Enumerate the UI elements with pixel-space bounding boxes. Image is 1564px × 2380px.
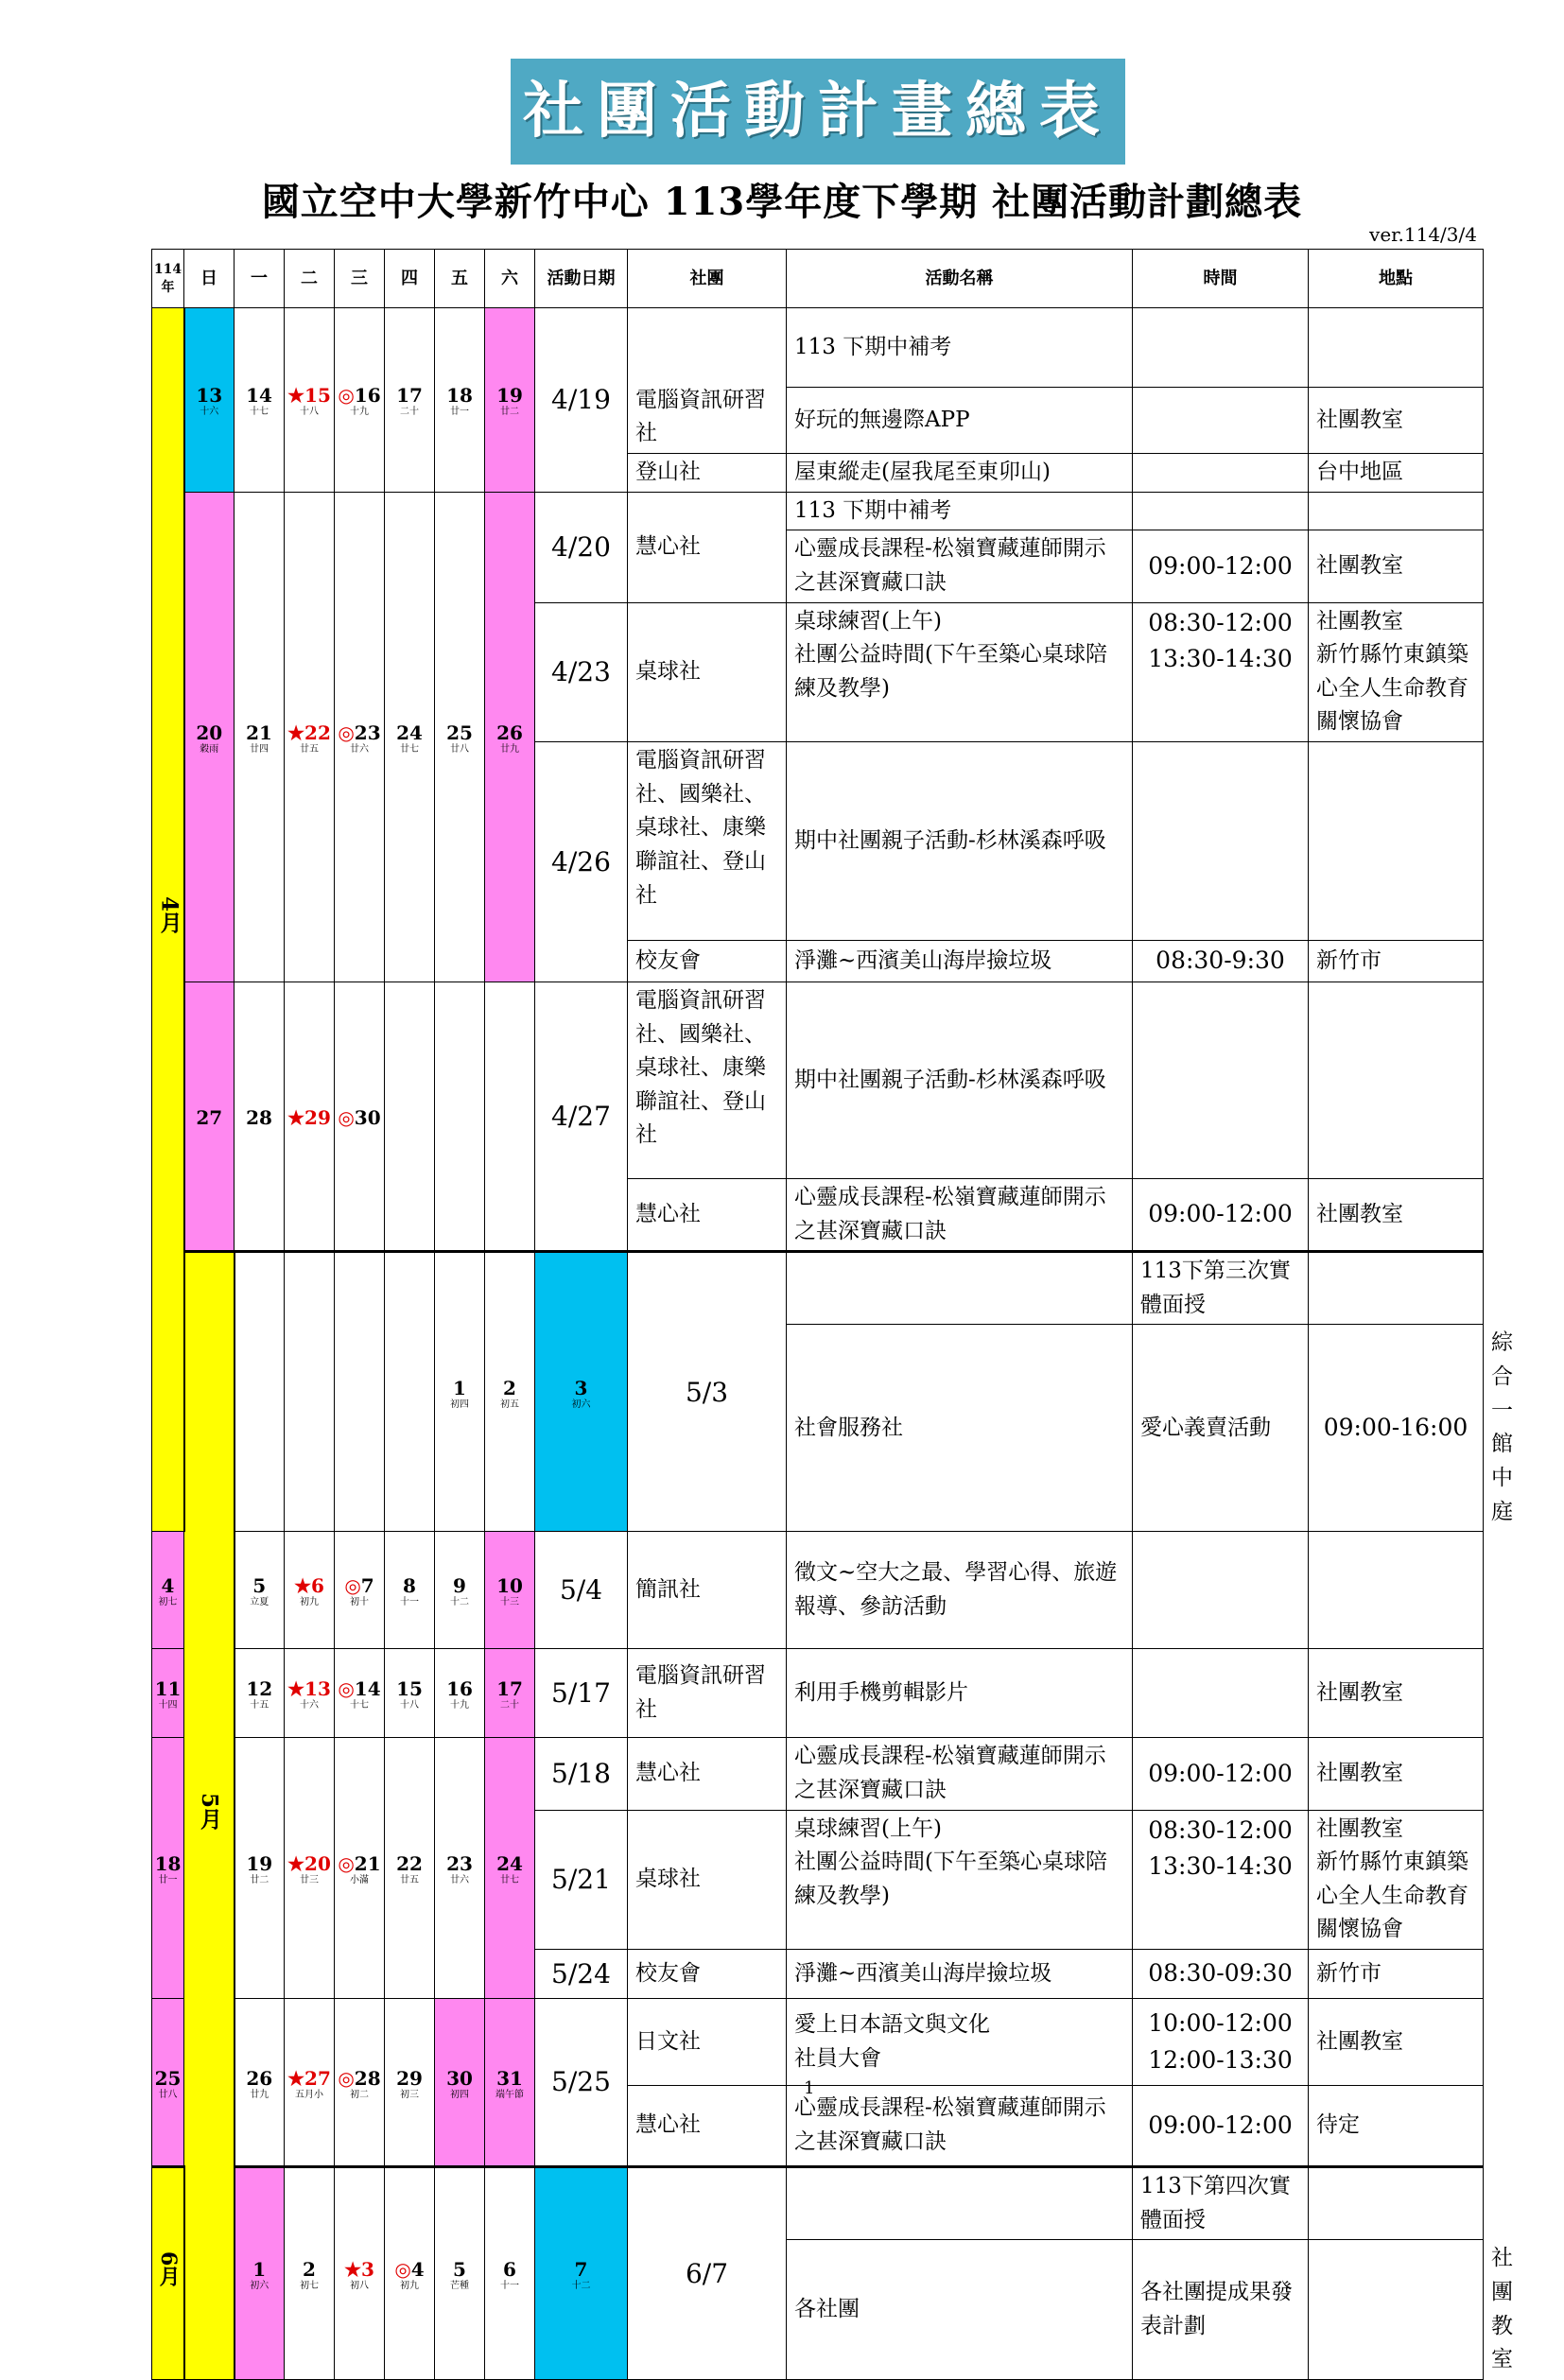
month-june: 6月 [152, 2167, 184, 2380]
calendar-day: 8 十一 [385, 1532, 435, 1649]
event-activity: 愛上日本語文與文化 社員大會 [787, 1999, 1133, 2086]
event-club: 慧心社 [628, 1738, 787, 1810]
header-wed: 三 [335, 250, 385, 308]
event-date: 4/19 [535, 308, 628, 493]
calendar-day: 31 端午節 [485, 1999, 535, 2167]
event-date: 6/7 [628, 2167, 787, 2380]
page-number: 1 [804, 2078, 815, 2098]
table-header [152, 250, 1484, 308]
event-place: 台中地區 [1309, 454, 1484, 493]
event-place: 社團教室 [1309, 1738, 1484, 1810]
event-club: 各社團 [787, 2240, 1133, 2380]
event-time: 09:00-16:00 [1309, 1325, 1484, 1532]
calendar-day: ◎4 初九 [385, 2167, 435, 2380]
event-time [1309, 2240, 1484, 2380]
event-date: 5/4 [535, 1532, 628, 1649]
calendar-day: 29 初三 [385, 1999, 435, 2167]
calendar-day: 11 十四 [152, 1649, 184, 1738]
event-place [1309, 308, 1484, 388]
table-row [152, 982, 1484, 1178]
header-activity: 活動名稱 [787, 250, 1133, 308]
calendar-day: 9 十二 [435, 1532, 485, 1649]
event-club: 社會服務社 [787, 1325, 1133, 1532]
table-row [152, 492, 1484, 530]
table-row: 各社團 各社團提成果發表計劃 社團教室 [152, 2240, 1484, 2380]
event-club: 慧心社 [628, 1178, 787, 1251]
event-activity: 桌球練習(上午) 社團公益時間(下午至築心桌球陪練及教學) [787, 602, 1133, 742]
event-activity: 桌球練習(上午) 社團公益時間(下午至築心桌球陪練及教學) [787, 1810, 1133, 1950]
event-time: 09:00-12:00 [1133, 2086, 1309, 2167]
version-label: ver.114/3/4 [1369, 223, 1477, 246]
event-club: 簡訊社 [628, 1532, 787, 1649]
event-activity: 心靈成長課程-松嶺寶藏蓮師開示之甚深寶藏口訣 [787, 1738, 1133, 1810]
event-time [1309, 1252, 1484, 1325]
header-tue: 二 [285, 250, 335, 308]
event-place [1309, 742, 1484, 941]
event-club [787, 2167, 1133, 2240]
event-time [1309, 2167, 1484, 2240]
event-time: 09:00-12:00 [1133, 530, 1309, 602]
header-sat: 六 [485, 250, 535, 308]
header-year: 114年 [152, 250, 184, 308]
event-time: 08:30-09:30 [1133, 1950, 1309, 1999]
calendar-day [385, 982, 435, 1251]
calendar-day: 16 十九 [435, 1649, 485, 1738]
event-date: 5/18 [535, 1738, 628, 1810]
calendar-day: 7 十二 [535, 2167, 628, 2380]
calendar-day: 1 初六 [235, 2167, 285, 2380]
event-place: 新竹市 [1309, 941, 1484, 982]
month-may: 5月 [184, 1252, 235, 2380]
calendar-day: ★6 初九 [285, 1532, 335, 1649]
table-row: 社會服務社 愛心義賣活動 09:00-16:00 綜合一館中庭 [152, 1325, 1484, 1532]
calendar-day: ◎28 初二 [335, 1999, 385, 2167]
event-date: 4/23 [535, 602, 628, 742]
calendar-day: 2 初五 [485, 1252, 535, 1532]
calendar-day: ◎21 小滿 [335, 1738, 385, 1999]
event-date: 5/21 [535, 1810, 628, 1950]
calendar-day: 19 廿二 [485, 308, 535, 493]
activity-calendar-table [151, 249, 1513, 2380]
event-time: 08:30-9:30 [1133, 941, 1309, 982]
calendar-day [385, 1252, 435, 1532]
event-time: 09:00-12:00 [1133, 1738, 1309, 1810]
event-club: 日文社 [628, 1999, 787, 2086]
event-club: 校友會 [628, 1950, 787, 1999]
event-activity: 113下第四次實體面授 [1133, 2167, 1309, 2240]
event-time [1133, 1649, 1309, 1738]
calendar-day: 23 廿六 [435, 1738, 485, 1999]
header-sun: 日 [184, 250, 235, 308]
header-club: 社團 [628, 250, 787, 308]
event-time [1133, 454, 1309, 493]
event-activity: 徵文~空大之最、學習心得、旅遊報導、參訪活動 [787, 1532, 1133, 1649]
event-activity: 各社團提成果發表計劃 [1133, 2240, 1309, 2380]
calendar-day: ★20 廿三 [285, 1738, 335, 1999]
event-activity: 心靈成長課程-松嶺寶藏蓮師開示之甚深寶藏口訣 [787, 1178, 1133, 1251]
event-activity: 期中社團親子活動-杉林溪森呼吸 [787, 982, 1133, 1178]
calendar-day: 24 廿七 [485, 1738, 535, 1999]
calendar-day: 4 初七 [152, 1532, 184, 1649]
event-date: 5/24 [535, 1950, 628, 1999]
event-time [1133, 742, 1309, 941]
event-place [1309, 1532, 1484, 1649]
calendar-day [285, 1252, 335, 1532]
calendar-day: 22 廿五 [385, 1738, 435, 1999]
calendar-day: ★27 五月小 [285, 1999, 335, 2167]
event-club: 桌球社 [628, 602, 787, 742]
calendar-day: 24 廿七 [385, 492, 435, 982]
event-club: 慧心社 [628, 492, 787, 602]
header-mon: 一 [235, 250, 285, 308]
event-place: 社團教室 [1309, 530, 1484, 602]
event-date: 4/20 [535, 492, 628, 602]
event-place: 新竹市 [1309, 1950, 1484, 1999]
header-place: 地點 [1309, 250, 1484, 308]
calendar-day: 12 十五 [235, 1649, 285, 1738]
event-place: 社團教室 [1309, 1178, 1484, 1251]
event-club: 電腦資訊研習社 [628, 308, 787, 454]
calendar-day: ★22 廿五 [285, 492, 335, 982]
event-date: 5/17 [535, 1649, 628, 1738]
calendar-day: 30 初四 [435, 1999, 485, 2167]
event-activity: 屋東縱走(屋我尾至東卯山) [787, 454, 1133, 493]
event-time: 08:30-12:00 13:30-14:30 [1133, 602, 1309, 742]
calendar-day: ★29 [285, 982, 335, 1251]
page-title: 國立空中大學新竹中心 113學年度下學期 社團活動計劃總表 [261, 180, 1303, 224]
header-time: 時間 [1133, 250, 1309, 308]
table-row [152, 2167, 1484, 2240]
event-date: 5/3 [628, 1252, 787, 1532]
event-activity: 期中社團親子活動-杉林溪森呼吸 [787, 742, 1133, 941]
event-activity: 好玩的無邊際APP [787, 388, 1133, 454]
event-club: 電腦資訊研習社、國樂社、桌球社、康樂聯誼社、登山社 [628, 742, 787, 941]
event-club: 登山社 [628, 454, 787, 493]
calendar-day [235, 1252, 285, 1532]
event-activity: 愛心義賣活動 [1133, 1325, 1309, 1532]
banner-title: 社團活動計畫總表 [511, 59, 1125, 165]
calendar-day: 17 二十 [485, 1649, 535, 1738]
event-activity: 心靈成長課程-松嶺寶藏蓮師開示之甚深寶藏口訣 [787, 530, 1133, 602]
calendar-day: 28 [235, 982, 285, 1251]
event-time [1133, 1532, 1309, 1649]
calendar-day: ★13 十六 [285, 1649, 335, 1738]
table-row [152, 1999, 1484, 2086]
event-place: 社團教室 新竹縣竹東鎮築心全人生命教育關懷協會 [1309, 1810, 1484, 1950]
calendar-day: 27 [184, 982, 235, 1251]
header-fri: 五 [435, 250, 485, 308]
calendar-day: 21 廿四 [235, 492, 285, 982]
event-time [1133, 388, 1309, 454]
calendar-day: 17 二十 [385, 308, 435, 493]
calendar-day: 6 十一 [485, 2167, 535, 2380]
calendar-day: ◎23 廿六 [335, 492, 385, 982]
event-place: 社團教室 [1309, 388, 1484, 454]
event-time [1133, 982, 1309, 1178]
event-place: 社團教室 新竹縣竹東鎮築心全人生命教育關懷協會 [1309, 602, 1484, 742]
month-april: 4月 [152, 308, 184, 1532]
event-place [1309, 982, 1484, 1178]
calendar-day: 18 廿一 [152, 1738, 184, 1999]
table-row [152, 1738, 1484, 1810]
calendar-day: 25 廿八 [435, 492, 485, 982]
calendar-day: 14 十七 [235, 308, 285, 493]
calendar-day: 5 立夏 [235, 1532, 285, 1649]
calendar-day: 20 穀雨 [184, 492, 235, 982]
event-time: 10:00-12:00 12:00-13:30 [1133, 1999, 1309, 2086]
event-time [1133, 308, 1309, 388]
calendar-day: ◎7 初十 [335, 1532, 385, 1649]
event-activity: 113 下期中補考 [787, 492, 1133, 530]
event-activity: 淨灘~西濱美山海岸撿垃圾 [787, 941, 1133, 982]
table-row [152, 1532, 1484, 1649]
calendar-day: 1 初四 [435, 1252, 485, 1532]
calendar-day: 26 廿九 [485, 492, 535, 982]
calendar-day: ★15 十八 [285, 308, 335, 493]
event-club: 校友會 [628, 941, 787, 982]
event-activity: 113下第三次實體面授 [1133, 1252, 1309, 1325]
event-activity: 心靈成長課程-松嶺寶藏蓮師開示之甚深寶藏口訣 [787, 2086, 1133, 2167]
event-club: 慧心社 [628, 2086, 787, 2167]
calendar-day: ★3 初八 [335, 2167, 385, 2380]
event-date: 5/25 [535, 1999, 628, 2167]
table-row [152, 1252, 1484, 1325]
event-club [787, 1252, 1133, 1325]
calendar-day: 13 十六 [184, 308, 235, 493]
calendar-day: 3 初六 [535, 1252, 628, 1532]
table-row [152, 1649, 1484, 1738]
calendar-day [485, 982, 535, 1251]
header-date: 活動日期 [535, 250, 628, 308]
header-thu: 四 [385, 250, 435, 308]
calendar-day: ◎30 [335, 982, 385, 1251]
table-row [152, 308, 1484, 388]
event-club: 電腦資訊研習社 [628, 1649, 787, 1738]
calendar-day [435, 982, 485, 1251]
event-place [1309, 492, 1484, 530]
calendar-day: 25 廿八 [152, 1999, 184, 2167]
event-time [1133, 492, 1309, 530]
event-activity: 113 下期中補考 [787, 308, 1133, 388]
event-time: 08:30-12:00 13:30-14:30 [1133, 1810, 1309, 1950]
calendar-day: 10 十三 [485, 1532, 535, 1649]
event-club: 桌球社 [628, 1810, 787, 1950]
calendar-day: 5 芒種 [435, 2167, 485, 2380]
event-place: 社團教室 [1309, 1999, 1484, 2086]
event-activity: 利用手機剪輯影片 [787, 1649, 1133, 1738]
event-time: 09:00-12:00 [1133, 1178, 1309, 1251]
calendar-day: 15 十八 [385, 1649, 435, 1738]
event-date: 4/27 [535, 982, 628, 1251]
calendar-day: 2 初七 [285, 2167, 335, 2380]
calendar-day: 26 廿九 [235, 1999, 285, 2167]
event-club: 電腦資訊研習社、國樂社、桌球社、康樂聯誼社、登山社 [628, 982, 787, 1178]
event-place: 社團教室 [1309, 1649, 1484, 1738]
calendar-day: 19 廿二 [235, 1738, 285, 1999]
event-date: 4/26 [535, 742, 628, 982]
calendar-day [335, 1252, 385, 1532]
calendar-day: ◎14 十七 [335, 1649, 385, 1738]
calendar-day: ◎16 十九 [335, 308, 385, 493]
event-place: 待定 [1309, 2086, 1484, 2167]
event-activity: 淨灘~西濱美山海岸撿垃圾 [787, 1950, 1133, 1999]
calendar-day: 18 廿一 [435, 308, 485, 493]
